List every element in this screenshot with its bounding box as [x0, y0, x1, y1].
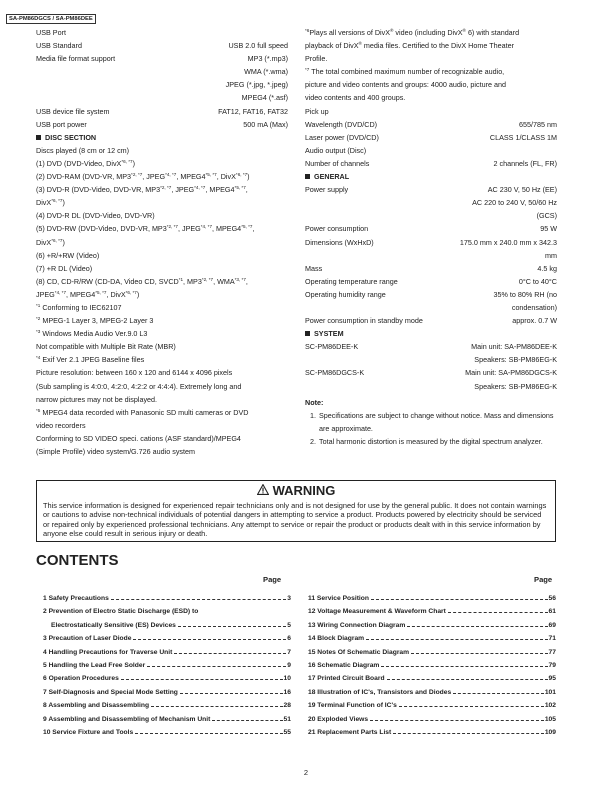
page-number: 2 [303, 768, 309, 777]
toc-entry-title: 2 Prevention of Electro Static Discharge (ESD) to [43, 608, 199, 616]
toc-entry-page: 69 [548, 621, 556, 629]
footnote-3-detail: Not compatible with Multiple Bit Rate (MBR) [36, 342, 176, 352]
footnote-5-detail-3: (Simple Profile) video system/G.726 audio system [36, 447, 195, 456]
system-1-speakers: Speakers: SB-PM86EG-K [474, 355, 557, 365]
toc-entry[interactable] [308, 686, 556, 699]
power-supply-value: AC 230 V, 50 Hz (EE) [487, 185, 557, 195]
power-supply-row [305, 183, 557, 196]
note-item: 1. Specifications are subject to change without notice. Mass and dimensions are approximate. [310, 410, 554, 433]
wavelength-label: Wavelength (DVD/CD) [305, 119, 378, 129]
usb-standard-label: USB Standard [36, 41, 82, 51]
toc-left-column [43, 592, 291, 739]
footnote-4: $^{*4}$ Exif Ver 2.1 JPEG Baseline files [36, 355, 145, 365]
usb-device-fs-row [36, 105, 288, 118]
warning-heading [37, 483, 555, 499]
toc-entry-page: 6 [287, 635, 291, 643]
toc-entry[interactable] [308, 672, 556, 685]
usb-port-power-row [36, 118, 288, 131]
footnote-7-line-3: video contents and 400 groups. [305, 93, 406, 103]
toc-leader [151, 706, 283, 707]
toc-leader [174, 653, 286, 654]
toc-entry[interactable] [43, 619, 291, 632]
mass-value: 4.5 kg [537, 263, 557, 273]
wavelength-row [305, 118, 557, 131]
footnote-5: $^{*5}$ MPEG4 data recorded with Panasonic SD multi cameras or DVD [36, 407, 249, 417]
laser-power-label: Laser power (DVD/CD) [305, 132, 379, 142]
toc-entry-title: 16 Schematic Diagram [308, 662, 380, 670]
system-1-row [305, 340, 557, 353]
toc-entry-page: 28 [283, 702, 291, 710]
toc-entry-title: 9 Assembling and Disassembling of Mechanism Unit [43, 715, 211, 723]
toc-leader [453, 693, 544, 694]
footnote-5-detail-2: Conforming to SD VIDEO speci. cations (ASF standard)/MPEG4 [36, 433, 241, 443]
toc-entry[interactable] [308, 646, 556, 659]
media-wma: WMA (*.wma) [244, 67, 288, 77]
standby-label: Power consumption in standby mode [305, 316, 423, 326]
toc-entry-page: 3 [287, 595, 291, 602]
usb-port-power-label: USB port power [36, 119, 87, 129]
toc-entry[interactable] [308, 726, 556, 739]
usb-device-fs-value: FAT12, FAT16, FAT32 [218, 106, 288, 116]
footnote-7-line-1: $^{*7}$ The total combined maximum number of recognizable audio, [305, 67, 505, 77]
op-temp-value: 0°C to 40°C [518, 276, 557, 286]
toc-leader [111, 599, 286, 600]
op-humid-row [305, 288, 557, 301]
toc-leader [411, 653, 547, 654]
disc-item-7: (7) +R DL (Video) [36, 263, 93, 273]
toc-entry-page: 5 [287, 621, 291, 629]
toc-leader [180, 693, 283, 694]
toc-entry[interactable] [43, 726, 291, 739]
toc-entry-title: 1 Safety Precautions [43, 595, 109, 602]
disc-item-1: (1) DVD (DVD-Video, DivX$^{*6, *7}$) [36, 158, 135, 168]
toc-entry-title: 21 Replacement Parts List [308, 729, 392, 737]
toc-leader [393, 733, 544, 734]
footnote-6-line-2: playback of DivX® media files. Certified to the DivX Home Theater [305, 41, 514, 51]
toc-entry[interactable] [308, 632, 556, 645]
toc-entry-page: 51 [283, 715, 291, 723]
disc-item-4: (4) DVD-R DL (DVD-Video, DVD-VR) [36, 211, 155, 221]
power-supply-value-2: AC 220 to 240 V, 50/60 Hz [472, 198, 557, 208]
toc-leader [370, 720, 544, 721]
disc-item-2: (2) DVD-RAM (DVD-VR, $MP3^{*2, *7}$, $JPEG^{*4, *7}$, $MPEG4^{*5, *7}$, DivX$^{*6, *7}$) [36, 172, 250, 182]
warning-box [36, 480, 556, 542]
footnote-5-detail-1: video recorders [36, 420, 86, 430]
disc-item-5: (5) DVD-RW (DVD-Video, DVD-VR, $MP3^{*2, *7}$, $JPEG^{*4, *7}$, $MPEG4^{*5, *7}$, DivX$^{*6, *7}$) [36, 224, 255, 247]
toc-entry-title: 10 Service Fixture and Tools [43, 729, 134, 737]
toc-entry-page: 109 [544, 729, 556, 737]
footnote-6-line-1: $^{*6}$Plays all versions of DivX® video (including DivX® 6) with standard [305, 28, 520, 37]
toc-leader [387, 679, 548, 680]
toc-entry-title: 7 Self-Diagnosis and Special Mode Setting [43, 688, 178, 696]
toc-entry-title: 4 Handling Precautions for Traverse Unit [43, 648, 173, 656]
toc-entry[interactable] [43, 672, 291, 685]
audio-output-heading: Audio output (Disc) [305, 145, 367, 155]
system-2-label: SC-PM86DGCS-K [305, 368, 365, 378]
notes-list [305, 409, 557, 448]
footnote-6-line-3: Profile. [305, 54, 328, 64]
toc-entry[interactable] [43, 592, 291, 605]
toc-entry[interactable] [43, 605, 291, 618]
toc-entry-page: 16 [283, 688, 291, 696]
toc-entry-page: 7 [287, 648, 291, 656]
system-2-value: Main unit: SA-PM86DGCS-K [465, 368, 557, 378]
op-temp-label: Operating temperature range [305, 276, 398, 286]
toc-entry-page: 105 [544, 715, 556, 723]
op-temp-row [305, 275, 557, 288]
op-humid-value: 35% to 80% RH (no [493, 289, 557, 299]
note-item: 2. Total harmonic distortion is measured by the digital spectrum analyzer. [310, 436, 543, 446]
toc-entry-page: 79 [548, 662, 556, 670]
toc-entry-page: 61 [548, 608, 556, 616]
standby-row [305, 314, 557, 327]
footnote-7-line-2: picture and video contents and groups: 4000 audio, picture and [305, 80, 506, 90]
system-1-label: SC-PM86DEE-K [305, 342, 359, 352]
toc-entry-page: 77 [548, 648, 556, 656]
system-2-row [305, 366, 557, 379]
media-format-label: Media file format support [36, 54, 116, 64]
standby-value: approx. 0.7 W [512, 316, 557, 326]
toc-page-label-left: Page [263, 575, 282, 584]
usb-port-heading: USB Port [36, 28, 66, 37]
dimensions-label: Dimensions (WxHxD) [305, 237, 374, 247]
toc-leader [121, 679, 283, 680]
channels-value: 2 channels (FL, FR) [493, 158, 557, 168]
disc-item-3: (3) DVD-R (DVD-Video, DVD-VR, $MP3^{*2, *7}$, $JPEG^{*4, *7}$, $MPEG4^{*5, *7}$, DivX$^{*6, *7}$) [36, 185, 248, 208]
power-consumption-label: Power consumption [305, 224, 369, 234]
usb-standard-row [36, 39, 288, 52]
toc-entry-title: 17 Printed Circuit Board [308, 675, 385, 683]
disc-section-heading: DISC SECTION [36, 131, 288, 144]
channels-label: Number of channels [305, 158, 370, 168]
toc-entry[interactable] [43, 699, 291, 712]
toc-entry-page: 55 [283, 729, 291, 737]
toc-leader [407, 626, 547, 627]
disc-item-8: (8) CD, CD-R/RW (CD-DA, Video CD, SVCD$^{*1}$, $MP3^{*2, *7}$, $WMA^{*3, *7}$, $JPEG^{*4, *7}$, $MPEG4^{*5, *7}$, DivX$^{*6, *7}$) [36, 276, 248, 299]
toc-entry-title: 20 Exploded Views [308, 715, 369, 723]
contents-title: CONTENTS [36, 552, 119, 569]
usb-port-power-value: 500 mA (Max) [243, 119, 288, 129]
toc-leader [147, 666, 286, 667]
footnote-2: $^{*2}$ MPEG-1 Layer 3, MPEG-2 Layer 3 [36, 316, 154, 326]
toc-entry[interactable] [308, 605, 556, 618]
toc-entry[interactable] [43, 686, 291, 699]
toc-entry[interactable] [308, 713, 556, 726]
usb-device-fs-label: USB device file system [36, 106, 110, 116]
toc-entry-title: 14 Block Diagram [308, 635, 365, 643]
toc-leader [399, 706, 544, 707]
media-format-row [36, 52, 288, 65]
toc-page-label-right: Page [534, 575, 553, 584]
power-consumption-row [305, 222, 557, 235]
mass-label: Mass [305, 263, 323, 273]
usb-standard-value: USB 2.0 full speed [228, 41, 288, 51]
power-supply-value-3: (GCS) [536, 211, 557, 221]
system-section-heading: SYSTEM [305, 327, 557, 340]
system-2-speakers: Speakers: SB-PM86EG-K [474, 381, 557, 391]
pickup-heading: Pick up [305, 106, 329, 116]
toc-leader [135, 733, 282, 734]
disc-item-6: (6) +R/+RW (Video) [36, 250, 100, 260]
toc-entry[interactable] [308, 592, 556, 605]
toc-entry[interactable] [308, 699, 556, 712]
toc-entry-title: 6 Operation Procedures [43, 675, 119, 683]
laser-power-row [305, 131, 557, 144]
toc-entry-title: 5 Handling the Lead Free Solder [43, 662, 146, 670]
toc-leader [381, 666, 547, 667]
toc-leader [448, 612, 548, 613]
toc-entry-page: 10 [283, 675, 291, 683]
note-heading: Note: [305, 397, 324, 407]
wavelength-value: 655/785 nm [519, 119, 557, 129]
toc-entry-title: 8 Assembling and Disassembling [43, 702, 150, 710]
power-consumption-value: 95 W [540, 224, 557, 234]
model-header-tag: SA-PM86DGCS / SA-PM86DEE [6, 14, 96, 24]
toc-entry-page: 102 [544, 702, 556, 710]
toc-entry[interactable] [43, 659, 291, 672]
toc-entry-page: 9 [287, 662, 291, 670]
toc-entry-title: 3 Precaution of Laser Diode [43, 635, 132, 643]
channels-row [305, 157, 557, 170]
footnote-4-detail-2: (Sub sampling is 4:0:0, 4:2:0, 4:2:2 or 4:4:4). Extremely long and [36, 381, 242, 391]
footnote-4-detail-3: narrow pictures may not be displayed. [36, 394, 158, 404]
op-humid-label: Operating humidity range [305, 289, 386, 299]
media-format-value: MP3 (*.mp3) [247, 54, 288, 64]
toc-entry-title: 12 Voltage Measurement & Waveform Chart [308, 608, 446, 616]
warning-body: This service information is designed for experienced repair technicians only and is not designed for use by the general public. It does not contain warnings or cautions to advise non-technical individuals of potential dangers in attempting to service a product. Products powered by electricity should be serviced or repaired only by experienced professional technicians. Any attempt to service or repair the product or products dealt with in this service information by anyone else could result in serious injury or death. [43, 501, 547, 539]
toc-entry[interactable] [308, 619, 556, 632]
toc-leader [178, 626, 286, 627]
toc-entry-title: 15 Notes Of Schematic Diagram [308, 648, 410, 656]
toc-entry[interactable] [43, 632, 291, 645]
dimensions-row [305, 236, 557, 249]
toc-entry-page: 71 [548, 635, 556, 643]
op-humid-value-2: condensation) [511, 302, 557, 312]
toc-leader [371, 599, 548, 600]
spec-left-column [36, 26, 288, 458]
footnote-3: $^{*3}$ Windows Media Audio Ver.9.0 L3 [36, 329, 148, 339]
toc-entry[interactable] [43, 713, 291, 726]
media-mpeg4: MPEG4 (*.asf) [241, 93, 288, 103]
power-supply-label: Power supply [305, 185, 349, 195]
toc-entry-page: 95 [548, 675, 556, 683]
discs-played: Discs played (8 cm or 12 cm) [36, 145, 130, 155]
warning-title: WARNING [272, 483, 336, 498]
media-jpeg: JPEG (*.jpg, *.jpeg) [225, 80, 288, 90]
footnote-1: $^{*1}$ Conforming to IEC62107 [36, 302, 122, 312]
toc-entry-title: 13 Wiring Connection Diagram [308, 621, 406, 629]
warning-triangle-icon [257, 483, 269, 499]
toc-entry[interactable] [308, 659, 556, 672]
toc-entry-page: 56 [548, 595, 556, 602]
spec-right-column [305, 26, 557, 448]
toc-leader [212, 720, 282, 721]
toc-leader [366, 639, 547, 640]
toc-entry-title: 19 Terminal Function of IC's [308, 702, 397, 710]
dimensions-value-2: mm [545, 250, 557, 260]
laser-power-value: CLASS 1/CLASS 1M [489, 132, 557, 142]
toc-entry-page: 101 [544, 688, 556, 696]
mass-row [305, 262, 557, 275]
dimensions-value: 175.0 mm x 240.0 mm x 342.3 [459, 237, 557, 247]
system-1-value: Main unit: SA-PM86DEE-K [471, 342, 557, 352]
toc-entry-title: Electrostatically Sensitive (ES) Devices [51, 621, 176, 629]
general-section-heading: GENERAL [305, 170, 557, 183]
toc-entry-title: 11 Service Position [308, 595, 369, 602]
footnote-4-detail-1: Picture resolution: between 160 x 120 and 6144 x 4096 pixels [36, 368, 233, 378]
toc-entry-title: 18 Illustration of IC's, Transistors and Diodes [308, 688, 452, 696]
toc-entry[interactable] [43, 646, 291, 659]
toc-leader [133, 639, 286, 640]
toc-right-column [308, 592, 556, 739]
